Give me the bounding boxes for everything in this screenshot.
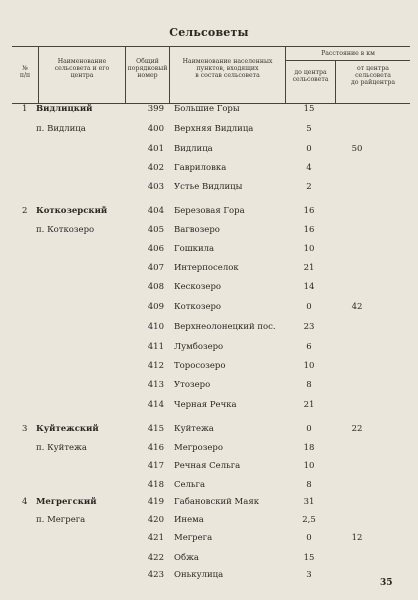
settlement-name: Мегрозеро [174, 443, 223, 453]
table-row [0, 163, 418, 181]
sovet-name: Мегрегский [36, 497, 97, 507]
distance-to-center: 0 [306, 144, 312, 154]
header-num: № п/п [19, 65, 31, 79]
settlement-name: Инема [174, 515, 204, 525]
row-code: 400 [147, 124, 164, 134]
distance-to-center: 3 [306, 570, 312, 580]
settlement-name: Речная Сельга [174, 461, 241, 471]
row-code: 417 [147, 461, 164, 471]
distance-to-center: 0 [306, 302, 312, 312]
row-code: 402 [147, 163, 164, 173]
row-code: 420 [147, 515, 164, 525]
row-code: 414 [147, 400, 164, 410]
distance-to-district: 50 [351, 144, 363, 154]
distance-to-district: 22 [351, 424, 363, 434]
row-code: 415 [147, 424, 164, 434]
table-row [0, 225, 418, 243]
table-row [0, 104, 418, 122]
sovet-name: п. Видлица [36, 124, 86, 134]
distance-to-center: 8 [306, 380, 312, 390]
distance-to-center: 14 [303, 282, 315, 292]
settlement-name: Березовая Гора [174, 206, 245, 216]
distance-to-district: 42 [351, 302, 363, 312]
row-number: 2 [22, 206, 28, 216]
table-row [0, 443, 418, 461]
row-code: 409 [147, 302, 164, 312]
table-row [0, 244, 418, 262]
row-number: 3 [22, 424, 28, 434]
settlement-name: Кескозеро [174, 282, 222, 292]
table-row [0, 206, 418, 224]
header-distance: Расстояние в км [321, 50, 375, 57]
row-code: 403 [147, 182, 164, 192]
table-row [0, 322, 418, 340]
row-number: 4 [22, 497, 28, 507]
table-row [0, 424, 418, 442]
table-row [0, 342, 418, 360]
settlement-name: Мегрега [174, 533, 213, 543]
table-row [0, 182, 418, 200]
distance-to-center: 2,5 [302, 515, 316, 525]
table-header [12, 46, 410, 104]
row-number: 1 [22, 104, 28, 114]
table-row [0, 380, 418, 398]
distance-to-center: 16 [303, 225, 315, 235]
distance-to-center: 2 [306, 182, 312, 192]
distance-to-district: 12 [351, 533, 363, 543]
row-code: 421 [147, 533, 164, 543]
sovet-name: Куйтежский [36, 424, 99, 434]
row-code: 413 [147, 380, 164, 390]
settlement-name: Куйтежа [174, 424, 214, 434]
row-code: 411 [147, 342, 164, 352]
table-row [0, 400, 418, 418]
settlement-name: Габановский Маяк [174, 497, 259, 507]
table-row [0, 144, 418, 162]
row-code: 422 [147, 553, 164, 563]
header-places: Наименование населенных пунктов, входящих в состав сельсовета [182, 58, 273, 79]
settlement-name: Устье Видлицы [174, 182, 243, 192]
distance-to-center: 10 [303, 244, 315, 254]
settlement-name: Лумбозеро [174, 342, 224, 352]
settlement-name: Коткозеро [174, 302, 222, 312]
settlement-name: Сельга [174, 480, 206, 490]
sovet-name: Видлицкий [36, 104, 93, 114]
distance-to-center: 10 [303, 361, 315, 371]
distance-to-center: 23 [303, 322, 315, 332]
distance-to-center: 10 [303, 461, 315, 471]
distance-to-center: 5 [306, 124, 312, 134]
row-code: 416 [147, 443, 164, 453]
settlement-name: Вагвозеро [174, 225, 220, 235]
settlement-name: Большие Горы [174, 104, 240, 114]
distance-to-center: 6 [306, 342, 312, 352]
table-row [0, 124, 418, 142]
settlement-name: Гавриловка [174, 163, 227, 173]
sovet-name: п. Коткозеро [36, 225, 95, 235]
row-code: 408 [147, 282, 164, 292]
table-row [0, 302, 418, 320]
row-code: 401 [147, 144, 164, 154]
table-row [0, 570, 418, 588]
sovet-name: Коткозерский [36, 206, 108, 216]
row-code: 399 [147, 104, 164, 114]
settlement-name: Онькулица [174, 570, 224, 580]
settlement-name: Видлица [174, 144, 213, 154]
distance-to-center: 31 [303, 497, 315, 507]
distance-to-center: 0 [306, 424, 312, 434]
header-sovet: Наименование сельсовета и его центра [54, 58, 110, 79]
table-row [0, 553, 418, 571]
header-dist-center: до центра сельсовета [292, 69, 329, 83]
settlement-name: Интерпоселок [174, 263, 239, 273]
settlement-name: Черная Речка [174, 400, 237, 410]
page-number: 35 [380, 578, 393, 588]
distance-to-center: 0 [306, 533, 312, 543]
table-row [0, 263, 418, 281]
table-row [0, 497, 418, 515]
distance-to-center: 21 [303, 263, 315, 273]
row-code: 418 [147, 480, 164, 490]
table-row [0, 282, 418, 300]
distance-to-center: 18 [303, 443, 315, 453]
settlement-name: Обжа [174, 553, 199, 563]
row-code: 412 [147, 361, 164, 371]
page-title: Сельсоветы [169, 26, 249, 39]
settlement-name: Торосозеро [174, 361, 226, 371]
distance-to-center: 15 [303, 553, 315, 563]
distance-to-center: 8 [306, 480, 312, 490]
header-code: Общий порядковый номер [127, 58, 168, 79]
header-dist-district: от центра сельсовета до райцентра [350, 65, 396, 86]
header-subdivider [285, 60, 410, 61]
table-row [0, 533, 418, 551]
distance-to-center: 4 [306, 163, 312, 173]
row-code: 406 [147, 244, 164, 254]
sovet-name: п. Куйтежа [36, 443, 87, 453]
row-code: 405 [147, 225, 164, 235]
table-row [0, 515, 418, 533]
settlement-name: Утозеро [174, 380, 211, 390]
table-row [0, 461, 418, 479]
settlement-name: Верхнеолонецкий пос. [174, 322, 276, 332]
row-code: 423 [147, 570, 164, 580]
table-row [0, 361, 418, 379]
settlement-name: Верхняя Видлица [174, 124, 254, 134]
row-code: 410 [147, 322, 164, 332]
distance-to-center: 16 [303, 206, 315, 216]
sovet-name: п. Мегрега [36, 515, 86, 525]
row-code: 407 [147, 263, 164, 273]
row-code: 419 [147, 497, 164, 507]
row-code: 404 [147, 206, 164, 216]
table-row [0, 480, 418, 498]
distance-to-center: 21 [303, 400, 315, 410]
distance-to-center: 15 [303, 104, 315, 114]
settlement-name: Гошкила [174, 244, 215, 254]
